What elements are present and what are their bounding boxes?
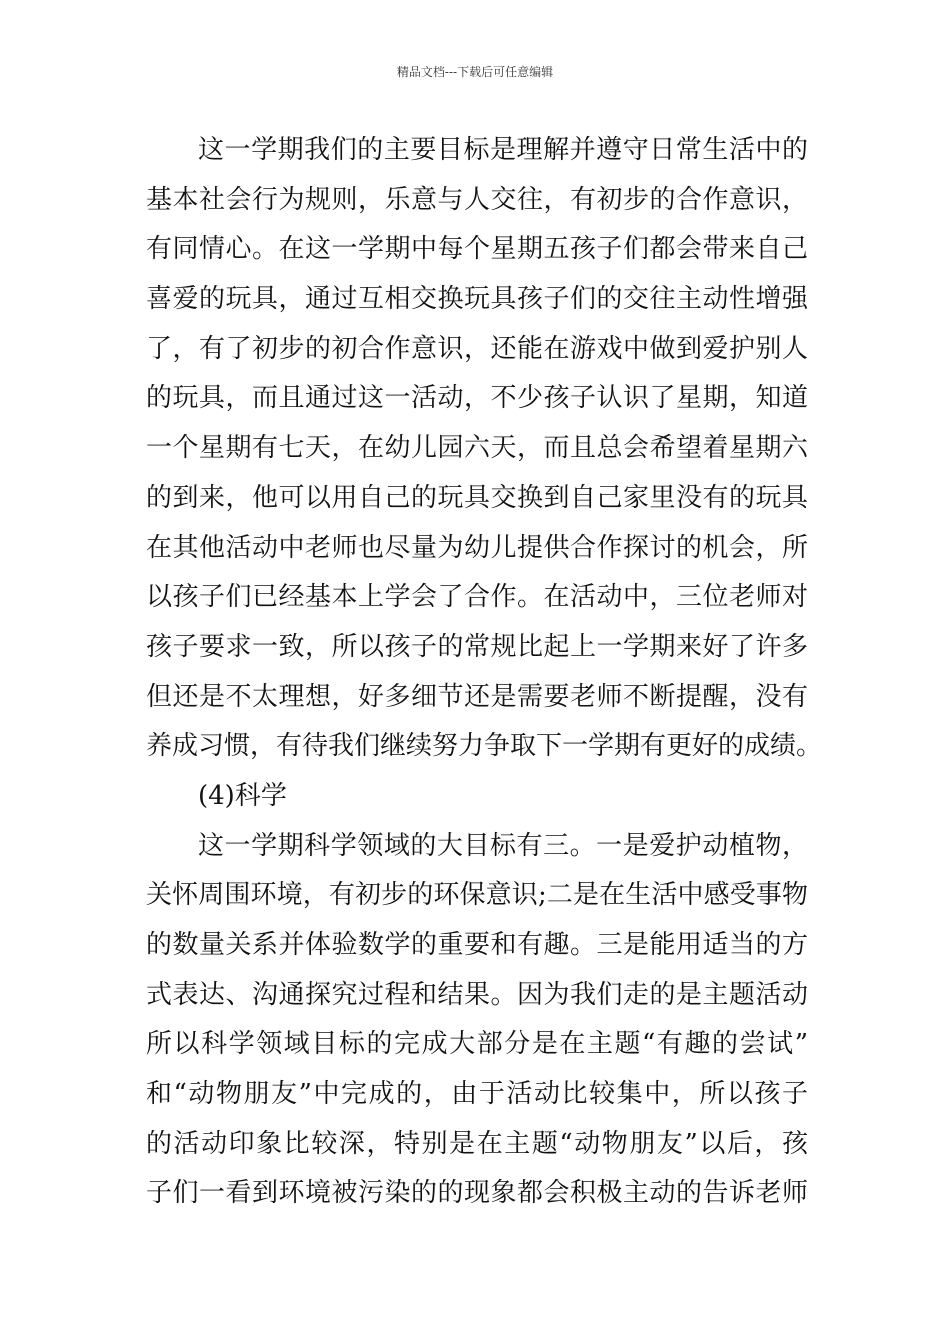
paragraph-line: 的数量关系并体验数学的重要和有趣。三是能用适当的方 [146,930,808,960]
paragraph-line: 喜爱的玩具，通过互相交换玩具孩子们的交往主动性增强 [146,284,808,315]
page-header: 精品文档---下载后可任意编辑 [396,65,554,79]
paragraph-line: 以孩子们已经基本上学会了合作。在活动中，三位老师对 [146,582,808,613]
paragraph-line: 的活动印象比较深，特别是在主题“动物朋友”以后，孩 [146,1128,808,1159]
paragraph-line: 孩子要求一致，所以孩子的常规比起上一学期来好了许多 [146,631,808,662]
paragraph-line: 了，有了初步的初合作意识，还能在游戏中做到爱护别人 [146,333,808,364]
paragraph-line: 的到来，他可以用自己的玩具交换到自己家里没有的玩具 [146,482,808,513]
paragraph-line: 这一学期科学领域的大目标有三。一是爱护动植物， [198,830,808,861]
paragraph-line: 式表达、沟通探究过程和结果。因为我们走的是主题活动 [146,979,808,1010]
paragraph-line: 和“动物朋友”中完成的，由于活动比较集中，所以孩子 [146,1079,808,1110]
paragraph-line: 在其他活动中老师也尽量为幼儿提供合作探讨的机会，所 [146,532,808,563]
paragraph-line: 这一学期我们的主要目标是理解并遵守日常生活中的 [198,135,808,165]
paragraph-line: 所以科学领域目标的完成大部分是在主题“有趣的尝试” [146,1029,808,1060]
paragraph-line: 子们一看到环境被污染的的现象都会积极主动的告诉老师 [146,1178,808,1209]
body-text [146,126,823,1219]
section-heading-science: (4)科学 [198,780,287,811]
paragraph-line: 但还是不太理想，好多细节还是需要老师不断提醒，没有 [146,681,808,712]
paragraph-line: 关怀周围环境，有初步的环保意识;二是在生活中感受事物 [146,880,808,911]
paragraph-line: 养成习惯，有待我们继续努力争取下一学期有更好的成绩。 [146,731,823,762]
paragraph-line: 有同情心。在这一学期中每个星期五孩子们都会带来自己 [146,234,808,265]
paragraph-line: 基本社会行为规则，乐意与人交往，有初步的合作意识， [146,184,808,215]
paragraph-line: 的玩具，而且通过这一活动，不少孩子认识了星期，知道 [146,383,808,414]
paragraph-line: 一个星期有七天，在幼儿园六天，而且总会希望着星期六 [146,433,808,464]
